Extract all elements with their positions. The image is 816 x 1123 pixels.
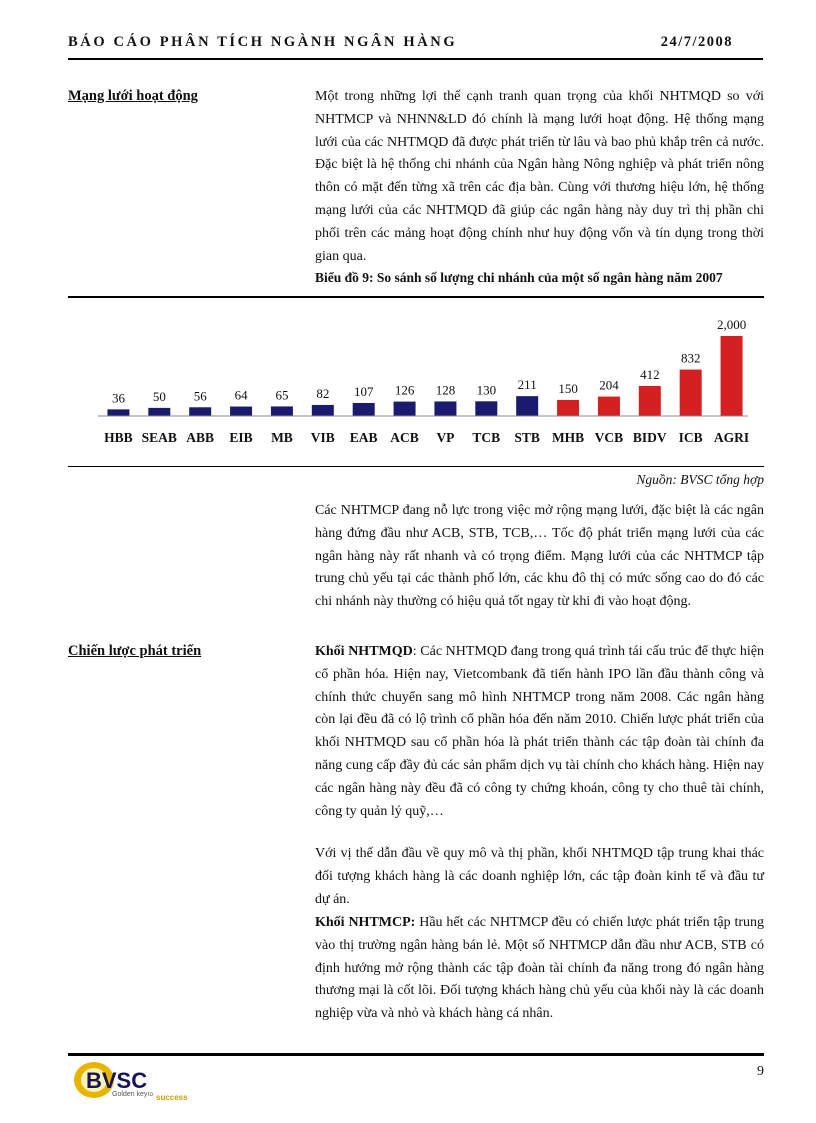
bar-agri xyxy=(721,336,743,416)
value-label-abb: 56 xyxy=(193,388,207,404)
value-label-seab: 50 xyxy=(152,388,166,404)
branch-count-bar-chart xyxy=(68,300,764,460)
value-label-stb: 211 xyxy=(517,377,537,393)
value-label-bidv: 412 xyxy=(640,366,660,382)
value-label-acb: 126 xyxy=(394,382,415,398)
bar-vib xyxy=(312,405,334,416)
category-label-tcb: TCB xyxy=(472,430,501,445)
category-label-eab: EAB xyxy=(349,430,378,445)
category-label-mhb: MHB xyxy=(551,430,585,445)
bar-tcb xyxy=(475,401,497,416)
logo-tagline-2: to xyxy=(148,1092,154,1098)
section-heading-strategy: Chiến lược phát triển xyxy=(68,643,202,659)
value-label-vcb: 204 xyxy=(599,377,619,393)
strategy-paragraph-2: Với vị thế dẫn đầu về quy mô và thị phần, khối NHTMQD tập trung khai thác đối tượng khách hàng là các doanh nghiệp lớn, các tập đoàn kinh tế và đầu tư dự án. xyxy=(315,846,764,907)
bvsc-logo xyxy=(70,1058,190,1104)
category-label-stb: STB xyxy=(514,430,540,445)
category-label-mb: MB xyxy=(271,430,293,445)
section-heading-network: Mạng lưới hoạt động xyxy=(68,88,198,104)
value-label-vib: 82 xyxy=(316,385,330,401)
category-label-vib: VIB xyxy=(310,430,335,445)
bar-vcb xyxy=(598,397,620,416)
category-label-seab: SEAB xyxy=(141,430,177,445)
bar-eib xyxy=(230,407,252,416)
value-label-eib: 64 xyxy=(234,387,248,403)
category-label-vcb: VCB xyxy=(594,430,624,445)
page-number: 9 xyxy=(757,1064,764,1079)
value-label-tcb: 130 xyxy=(476,382,497,398)
category-label-abb: ABB xyxy=(186,430,215,445)
logo-tagline-1: Golden key xyxy=(112,1091,148,1098)
report-date: 24/7/2008 xyxy=(660,34,733,50)
strategy-lead-nhtmqd: Khối NHTMQD xyxy=(315,644,413,659)
footer-rule xyxy=(68,1053,764,1056)
logo-wordmark: BVSC xyxy=(86,1068,148,1093)
category-label-agri: AGRI xyxy=(713,430,750,445)
value-label-mb: 65 xyxy=(275,387,289,403)
value-label-vp: 128 xyxy=(435,382,456,398)
chart-title: Biểu đồ 9: So sánh số lượng chi nhánh của một số ngân hàng năm 2007 xyxy=(315,270,723,285)
category-label-vp: VP xyxy=(436,430,455,445)
category-label-eib: EIB xyxy=(229,430,253,445)
bar-mb xyxy=(271,406,293,416)
bar-seab xyxy=(148,408,170,416)
bar-eab xyxy=(353,403,375,416)
bar-bidv xyxy=(639,386,661,416)
category-label-hbb: HBB xyxy=(104,430,133,445)
bar-vp xyxy=(434,401,456,416)
report-title: BÁO CÁO PHÂN TÍCH NGÀNH NGÂN HÀNG xyxy=(68,34,458,50)
value-label-hbb: 36 xyxy=(111,390,125,406)
bar-abb xyxy=(189,407,211,416)
network-paragraph: Một trong những lợi thế cạnh tranh quan trọng của khối NHTMQD so với NHTMCP và NHNN&LD đó chính là mạng lưới hoạt động. Hệ thống mạng lưới của các NHTMQD đã được phát triển từ lâu và bao phủ khắp trên cả nước. Đặc biệt là hệ thống chi nhánh của Ngân hàng Nông nghiệp và phát triển nông thôn có mặt đến từng xã trên các địa bàn. Cùng với thương hiệu lớn, hệ thống mạng lưới của các NHTMQD đã giúp các ngân hàng này duy trì thị phần chi phối trên các mảng hoạt động chính như huy động vốn và tín dụng trong thời gian qua. xyxy=(315,89,764,264)
value-label-mhb: 150 xyxy=(558,380,578,396)
category-label-icb: ICB xyxy=(678,430,703,445)
chart-top-rule xyxy=(68,296,764,298)
strategy-paragraph-3: Khối NHTMCP: Hầu hết các NHTMCP đều có chiến lược phát triển tập trung vào thị trường ngân hàng bán lẻ. Một số NHTMCP dẫn đầu như ACB, STB có định hướng mở rộng thành các tập đoàn tài chính đa năng trong đó ngân hàng thương mại là cốt lõi. Đối tượng khách hàng chủ yếu của khối này là các doanh nghiệp vừa và nhỏ và khách hàng cá nhân. xyxy=(315,915,764,1022)
bar-icb xyxy=(680,370,702,416)
network-paragraph-2: Các NHTMCP đang nỗ lực trong việc mở rộng mạng lưới, đặc biệt là các ngân hàng đứng đầu như ACB, STB, TCB,… Tốc độ phát triển mạng lưới của các ngân hàng này rất nhanh và có trọng điểm. Mạng lưới của các NHTMCP tập trung chủ yếu tại các thành phố lớn, các khu đô thị có mức sống cao do đó các chi nhánh này thường có hiệu quả tốt ngay từ khi đi vào hoạt động. xyxy=(315,503,764,610)
strategy-paragraph-1: Khối NHTMQD: Các NHTMQD đang trong quá trình tái cấu trúc để thực hiện cổ phần hóa. Hiện nay, Vietcombank đã tiến hành IPO lần đầu thành công và chính thức chuyển sang mô hình NHTMCP trong năm 2008. Các ngân hàng còn lại đều đã có lộ trình cổ phần hóa đến năm 2010. Chiến lược phát triển của khối NHTMQD sau cổ phần hóa là phát triển thành các tập đoàn tài chính đa năng cung cấp đầy đủ các sản phẩm dịch vụ tài chính cho khách hàng. Hiện nay các ngân hàng này đều đã có công ty chứng khoán, công ty cho thuê tài chính, công ty quản lý quỹ,… xyxy=(315,644,764,819)
chart-source: Nguồn: BVSC tổng hợp xyxy=(636,472,764,487)
bar-stb xyxy=(516,396,538,416)
strategy-lead-nhtmcp: Khối NHTMCP: xyxy=(315,915,416,930)
value-label-icb: 832 xyxy=(680,350,701,366)
value-label-agri: 2,000 xyxy=(716,317,747,332)
bar-acb xyxy=(394,402,416,416)
page-header xyxy=(68,32,763,60)
logo-tagline-3: success xyxy=(156,1093,188,1102)
category-label-acb: ACB xyxy=(390,430,419,445)
value-label-eab: 107 xyxy=(353,383,374,399)
category-label-bidv: BIDV xyxy=(632,430,667,445)
chart-bottom-rule xyxy=(68,466,764,467)
bar-hbb xyxy=(107,409,129,416)
bar-mhb xyxy=(557,400,579,416)
